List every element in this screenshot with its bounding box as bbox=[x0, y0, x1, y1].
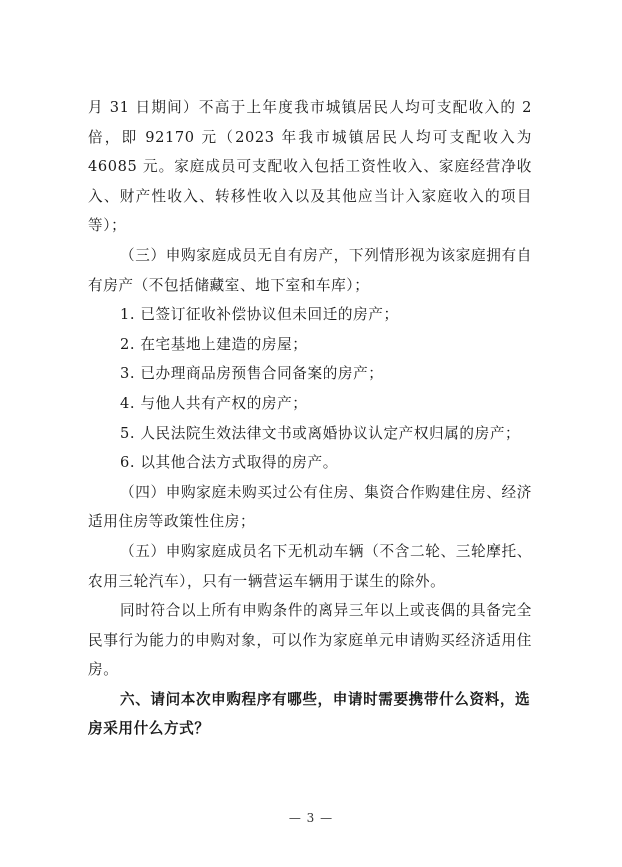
section-heading: 六、请问本次申购程序有哪些，申请时需要携带什么资料，选房采用什么方式？ bbox=[88, 690, 531, 738]
list-item: 5. 人民法院生效法律文书或离婚协议认定产权归属的房产； bbox=[120, 424, 521, 442]
list-item: 1. 已签订征收补偿协议但未回迁的房产； bbox=[120, 306, 399, 324]
page-number: — 3 — bbox=[288, 811, 334, 825]
eligible-applicant-paragraph: 同时符合以上所有申购条件的离异三年以上或丧偶的具备完全民事行为能力的申购对象，可以作为家庭单元申请购买经济适用住房。 bbox=[88, 602, 532, 679]
list-item: 4. 与他人共有产权的房产； bbox=[120, 394, 308, 412]
list-item: 3. 已办理商品房预售合同备案的房产； bbox=[120, 365, 384, 383]
no-policy-housing-paragraph: （四）申购家庭未购买过公有住房、集资合作购建住房、经济适用住房等政策性住房； bbox=[88, 483, 532, 531]
no-property-paragraph: （三）申购家庭成员无自有房产，下列情形视为该家庭拥有自有房产（不包括储藏室、地下室和车库）； bbox=[88, 246, 532, 294]
list-item: 6. 以其他合法方式取得的房产。 bbox=[120, 454, 338, 472]
no-vehicle-paragraph: （五）申购家庭成员名下无机动车辆（不含二轮、三轮摩托、农用三轮汽车），只有一辆营运车辆用于谋生的除外。 bbox=[88, 542, 532, 590]
income-limit-paragraph: 月 31 日期间）不高于上年度我市城镇居民人均可支配收入的 2 倍，即 92170 元（2023 年我市城镇居民人均可支配收入为 46085 元。家庭成员可支配收入包括工资性收入、家庭经营净收入、财产性收入、转移性收入以及其他应当计入家庭收入的项目等）； bbox=[88, 99, 532, 235]
list-item: 2. 在宅基地上建造的房屋； bbox=[120, 335, 308, 353]
document-body bbox=[88, 93, 532, 744]
